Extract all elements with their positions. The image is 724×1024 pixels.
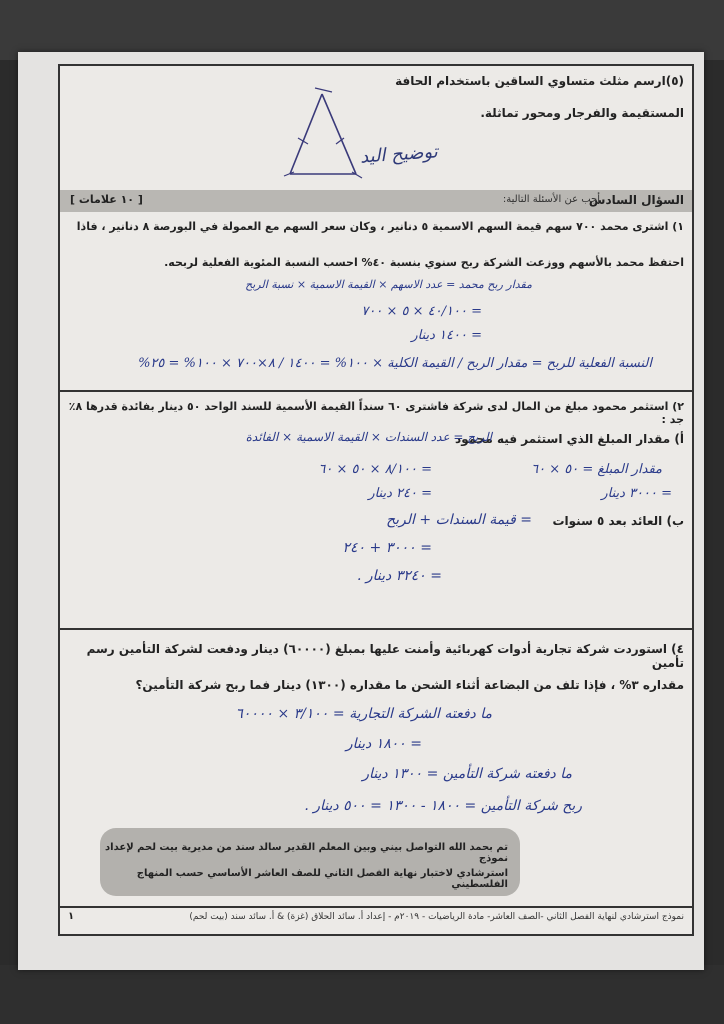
q4-work-line2: = ١٨٠٠ دينار (345, 736, 422, 752)
section-marks: [ ١٠ علامات ] (70, 193, 143, 206)
footer-text: نموذج استرشادي لنهاية الفصل الثاني -الصف العاشر- مادة الرياضيات - ٢٠١٩م - إعداد أ. سائد الحلاق (غزة) & أ. سائد سند (بيت لحم) (189, 912, 684, 922)
q2-work-a2: = ٨/١٠٠ × ٥٠ × ٦٠ (318, 462, 432, 477)
q4-work-line4: ربح شركة التأمين = ١٨٠٠ - ١٣٠٠ = ٥٠٠ دينار . (304, 798, 582, 814)
page-number: ١ (68, 911, 75, 922)
q4-text-line2: مقداره ٣% ، فإذا تلف من البضاعة أثناء الشحن ما مقداره (١٣٠٠) دينار فما ربح شركة التأمين؟ (135, 678, 684, 692)
q2-work-b2: = ٣٠٠٠ + ٢٤٠ (342, 540, 432, 556)
q1-work-line1: مقدار ربح محمد = عدد الاسهم × القيمة الاسمية × نسبة الربح (245, 278, 532, 291)
background-top (0, 0, 724, 60)
divider (60, 628, 692, 630)
q2-work-a1: الربح = عدد السندات × القيمة الاسمية × الفائدة (245, 430, 492, 444)
q1-work-line2: = ٤٠/١٠٠ × ٥ × ٧٠٠ (361, 304, 482, 319)
isosceles-triangle-drawing (270, 86, 380, 186)
q4-work-line1: ما دفعته الشركة التجارية = ٣/١٠٠ × ٦٠٠٠٠ (235, 706, 492, 722)
q2-work-b3: = ٣٢٤٠ دينار . (357, 568, 442, 584)
section-header-bar (60, 190, 692, 212)
footer-divider (60, 906, 692, 908)
q4-text-line1: ٤) استوردت شركة تجارية أدوات كهربائية وأمنت عليها بمبلغ (٦٠٠٠٠) دينار ودفعت لشركة التأمين رسم تأمين (86, 642, 684, 670)
q2-part-b: ب) العائد بعد ٥ سنوات (552, 514, 684, 528)
q4-work-line3: ما دفعته شركة التأمين = ١٣٠٠ دينار (362, 766, 572, 782)
q1-work-line4: النسبة الفعلية للربح = مقدار الربح / القيمة الكلية × ١٠٠% = ١٤٠٠ / ٨×٧٠٠ × ١٠٠% = ٢٥% (138, 356, 652, 371)
note-line2: استرشادي لاختبار نهاية الفصل الثاني للصف العاشر الأساسي حسب المنهاج الفلسطيني (136, 868, 508, 890)
exam-page (58, 64, 694, 936)
credits-note-box (100, 828, 520, 896)
divider (60, 390, 692, 392)
section-instruction: أجب عن الأسئلة التالية: (502, 194, 600, 205)
q2-part-a: أ) مقدار المبلغ الذي استثمر فيه محمود (455, 432, 684, 446)
q5-text-line1: (٥)ارسم مثلث متساوي الساقين باستخدام الحافة (395, 74, 684, 88)
note-line1: تم بحمد الله التواصل بيني وبين المعلم القدير سالد سند من مديرية بيت لحم لإعداد نموذج (105, 842, 508, 864)
q1-text-line1: ١) اشترى محمد ٧٠٠ سهم قيمة السهم الاسمية ٥ دنانير ، وكان سعر السهم مع العمولة في البورصة ٨ دنانير ، فاذا (76, 220, 684, 233)
q2-text: ٢) استثمر محمود مبلغ من المال لدى شركة فاشترى ٦٠ سنداً القيمة الأسمية للسند الواحد ٥٠ دينار بفائدة قدرها ٨٪ جد : (68, 400, 684, 426)
q1-work-line3: = ١٤٠٠ دينار (411, 328, 482, 343)
q2-work-a3: مقدار المبلغ = ٥٠ × ٦٠ (531, 462, 662, 477)
background-bottom (0, 965, 724, 1024)
q1-text-line2: احتفظ محمد بالأسهم ووزعت الشركة ربح سنوي بنسبة ٤٠% احسب النسبة المئوية الفعلية لربحه. (164, 256, 684, 269)
section-title: السؤال السادس (588, 193, 684, 207)
handwritten-signature: توضيح اليد (359, 141, 439, 168)
q2-work-a5: = ٣٠٠٠ دينار (601, 486, 672, 501)
paper-sheet (18, 52, 704, 970)
q2-work-b1: = قيمة السندات + الربح (386, 512, 532, 528)
q2-work-a4: = ٢٤٠ دينار (368, 486, 432, 501)
q5-text-line2: المستقيمة والفرجار ومحور تماثلة. (480, 106, 684, 120)
